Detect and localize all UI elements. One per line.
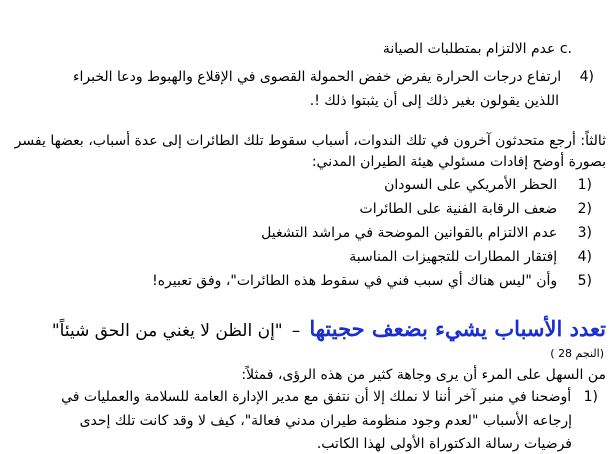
reason-item-1 [384, 178, 592, 192]
paragraph-third-text-2: بصورة أوضح إفادات مسئولي هيئة الطيران المدني: [311, 154, 606, 170]
reason-text: ضعف الرقابة الفنية على الطائرات [359, 201, 558, 217]
heading-title: تعدد الأسباب يشيء بضعف حجيتها [309, 316, 606, 341]
last-item-line2 [80, 414, 572, 428]
reason-text: الحظر الأمريكي على السودان [384, 177, 558, 193]
reason-text: وأن "ليس هناك أي سبب فني في سقوط هذه الطائرات"، وفق تعبيره! [152, 273, 558, 289]
reason-number: 2) [577, 201, 592, 217]
list-item-4-line2 [310, 94, 559, 108]
last-item-line1 [61, 390, 598, 404]
last-item-text-3: فرضيات رسالة الدكتوراة الأولى لهذا الكاتب. [316, 436, 572, 452]
reason-text: إفتقار المطارات للتجهيزات المناسبة [349, 249, 558, 265]
reason-number: 4) [577, 249, 592, 265]
heading-quote: "إن الظن لا يغني من الحق شيئاً" [51, 321, 283, 341]
last-item-text-2: إرجاعه الأسباب "لعدم وجود منظومة طيران مدني فعالة"، كيف لا وقد كانت تلك إحدى [79, 413, 572, 429]
reason-text: عدم الالتزام بالقوانين الموضحة في مراشد التشغيل [261, 225, 558, 241]
paragraph-third-line1 [15, 134, 606, 148]
reason-item-3 [261, 226, 592, 240]
paragraph-third-line2 [312, 155, 606, 169]
reason-number: 1) [577, 177, 592, 193]
last-item-line3 [317, 437, 572, 451]
reason-number: 3) [577, 225, 592, 241]
reason-number: 5) [577, 273, 592, 289]
last-item-text-1: أوضحنا في منبر آخر أننا لا نملك إلا أن نتفق مع مدير الإدارة العامة للسلامة والعمليات في [61, 389, 572, 405]
reason-item-2 [360, 202, 592, 216]
paragraph-third-text-1: ثالثاً: أرجع متحدثون آخرون في تلك الندوات، أسباب سقوط تلك الطائرات إلى عدة أسباب، بعضها يفسر [14, 133, 606, 149]
heading-dash: – [291, 321, 301, 341]
intro-text: من السهل على المرء أن يرى وجاهة كثير من هذه الرؤى، فمثلاً: [241, 367, 606, 383]
reference-text: (النجم 28 ) [550, 347, 604, 360]
reason-item-4 [349, 250, 592, 264]
section-heading [52, 318, 606, 340]
list-item-4-line1 [73, 70, 594, 84]
reason-item-5 [152, 274, 592, 288]
list-text-4-line2: اللذين يقولون بغير ذلك إلى أن يثبتوا ذلك !. [309, 93, 559, 109]
list-number-4: 4) [579, 69, 594, 85]
quote-reference [550, 348, 604, 359]
intro-line [241, 368, 606, 382]
list-item-c [383, 42, 572, 56]
list-label-c: c. [559, 41, 572, 57]
list-text-c: عدم الالتزام بمتطلبات الصيانة [382, 41, 556, 57]
last-item-number: 1) [583, 389, 598, 405]
list-text-4-line1: ارتفاع درجات الحرارة يفرض خفض الحمولة القصوى في الإقلاع والهبوط ودعا الخبراء [72, 69, 562, 85]
